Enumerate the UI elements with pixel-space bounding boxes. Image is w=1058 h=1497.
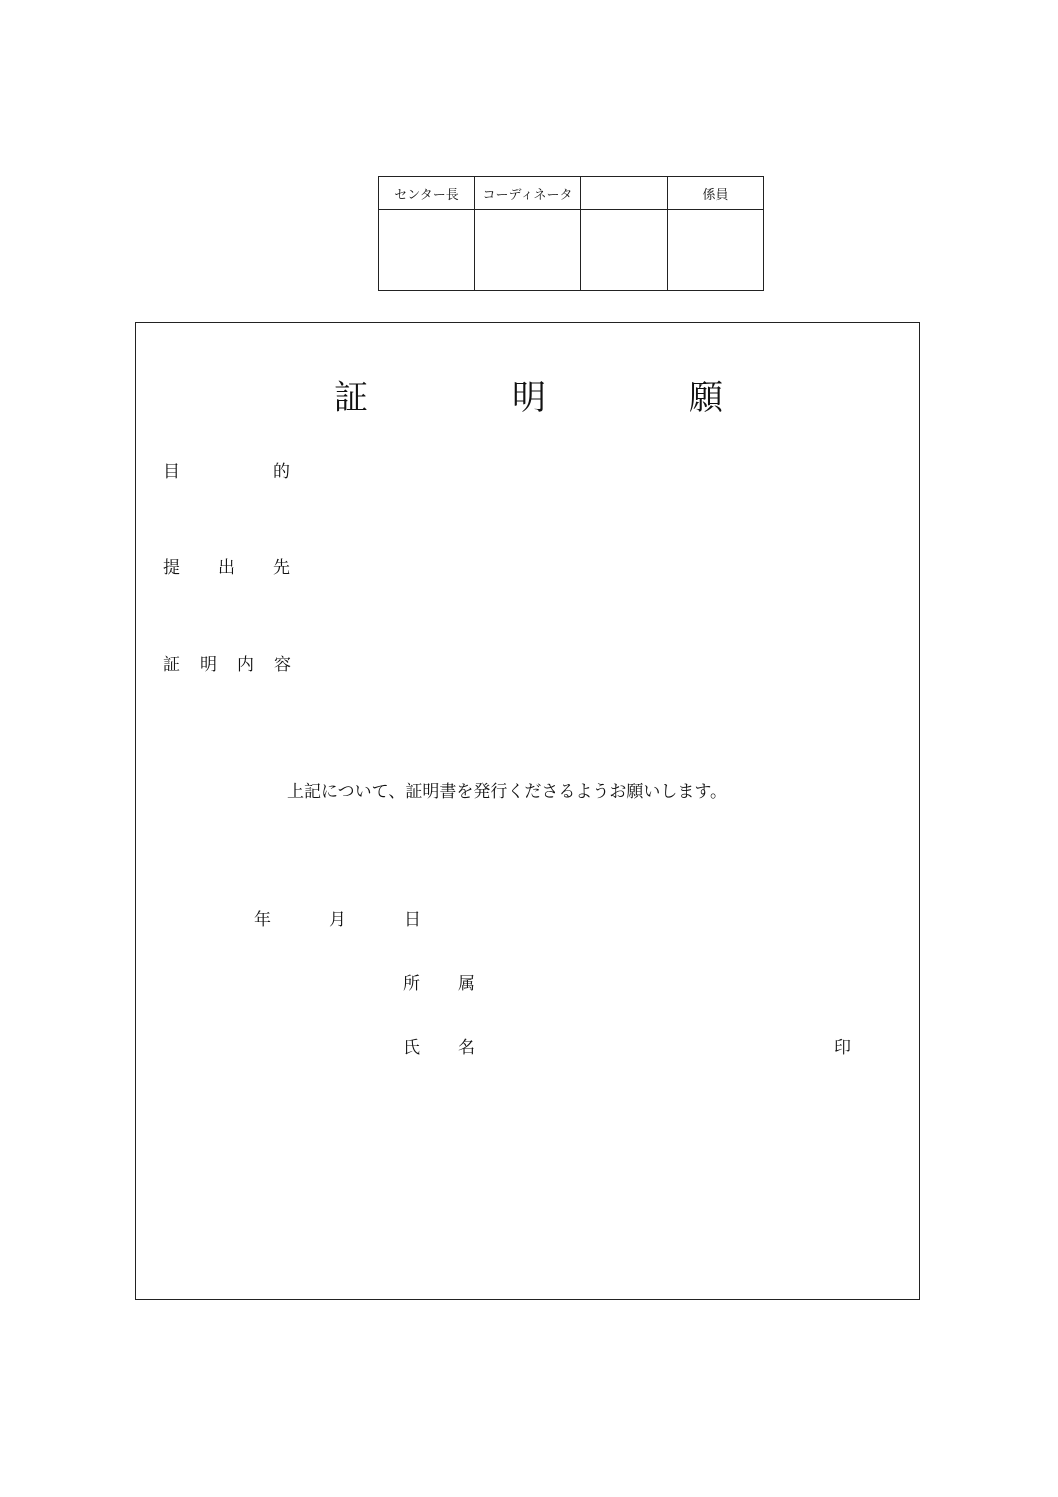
form-title-char-1: 証 <box>334 378 368 418</box>
name-label: 氏 名 <box>403 1038 475 1058</box>
header-center-director: センター長 <box>379 177 475 210</box>
content-field[interactable] <box>336 640 886 676</box>
date-year-label: 年 <box>254 910 271 930</box>
certificate-request-form <box>135 322 920 1300</box>
stamp-cell-coordinator[interactable] <box>475 210 581 291</box>
seal-mark: 印 <box>834 1038 851 1058</box>
header-coordinator: コーディネータ <box>475 177 581 210</box>
content-label: 証 明 内 容 <box>163 655 291 675</box>
affiliation-label: 所 属 <box>403 974 475 994</box>
affiliation-field[interactable] <box>491 959 891 995</box>
header-staff: 係員 <box>668 177 764 210</box>
date-day-label: 日 <box>404 910 421 930</box>
name-field[interactable] <box>491 1023 821 1059</box>
stamp-cell-staff[interactable] <box>668 210 764 291</box>
purpose-field[interactable] <box>336 447 886 483</box>
form-title-char-3: 願 <box>689 378 723 418</box>
submit-to-field[interactable] <box>336 543 886 579</box>
stamp-cell-blank[interactable] <box>581 210 668 291</box>
purpose-label: 目 的 <box>163 462 290 482</box>
date-month-label: 月 <box>329 910 346 930</box>
stamp-cell-center-director[interactable] <box>379 210 475 291</box>
header-blank <box>581 177 668 210</box>
submit-to-label: 提 出 先 <box>163 558 290 578</box>
form-title-char-2: 明 <box>512 378 546 418</box>
date-line <box>254 905 421 930</box>
request-statement: 上記について、証明書を発行くださるようお願いします。 <box>287 782 727 802</box>
approval-stamp-table <box>378 176 764 291</box>
